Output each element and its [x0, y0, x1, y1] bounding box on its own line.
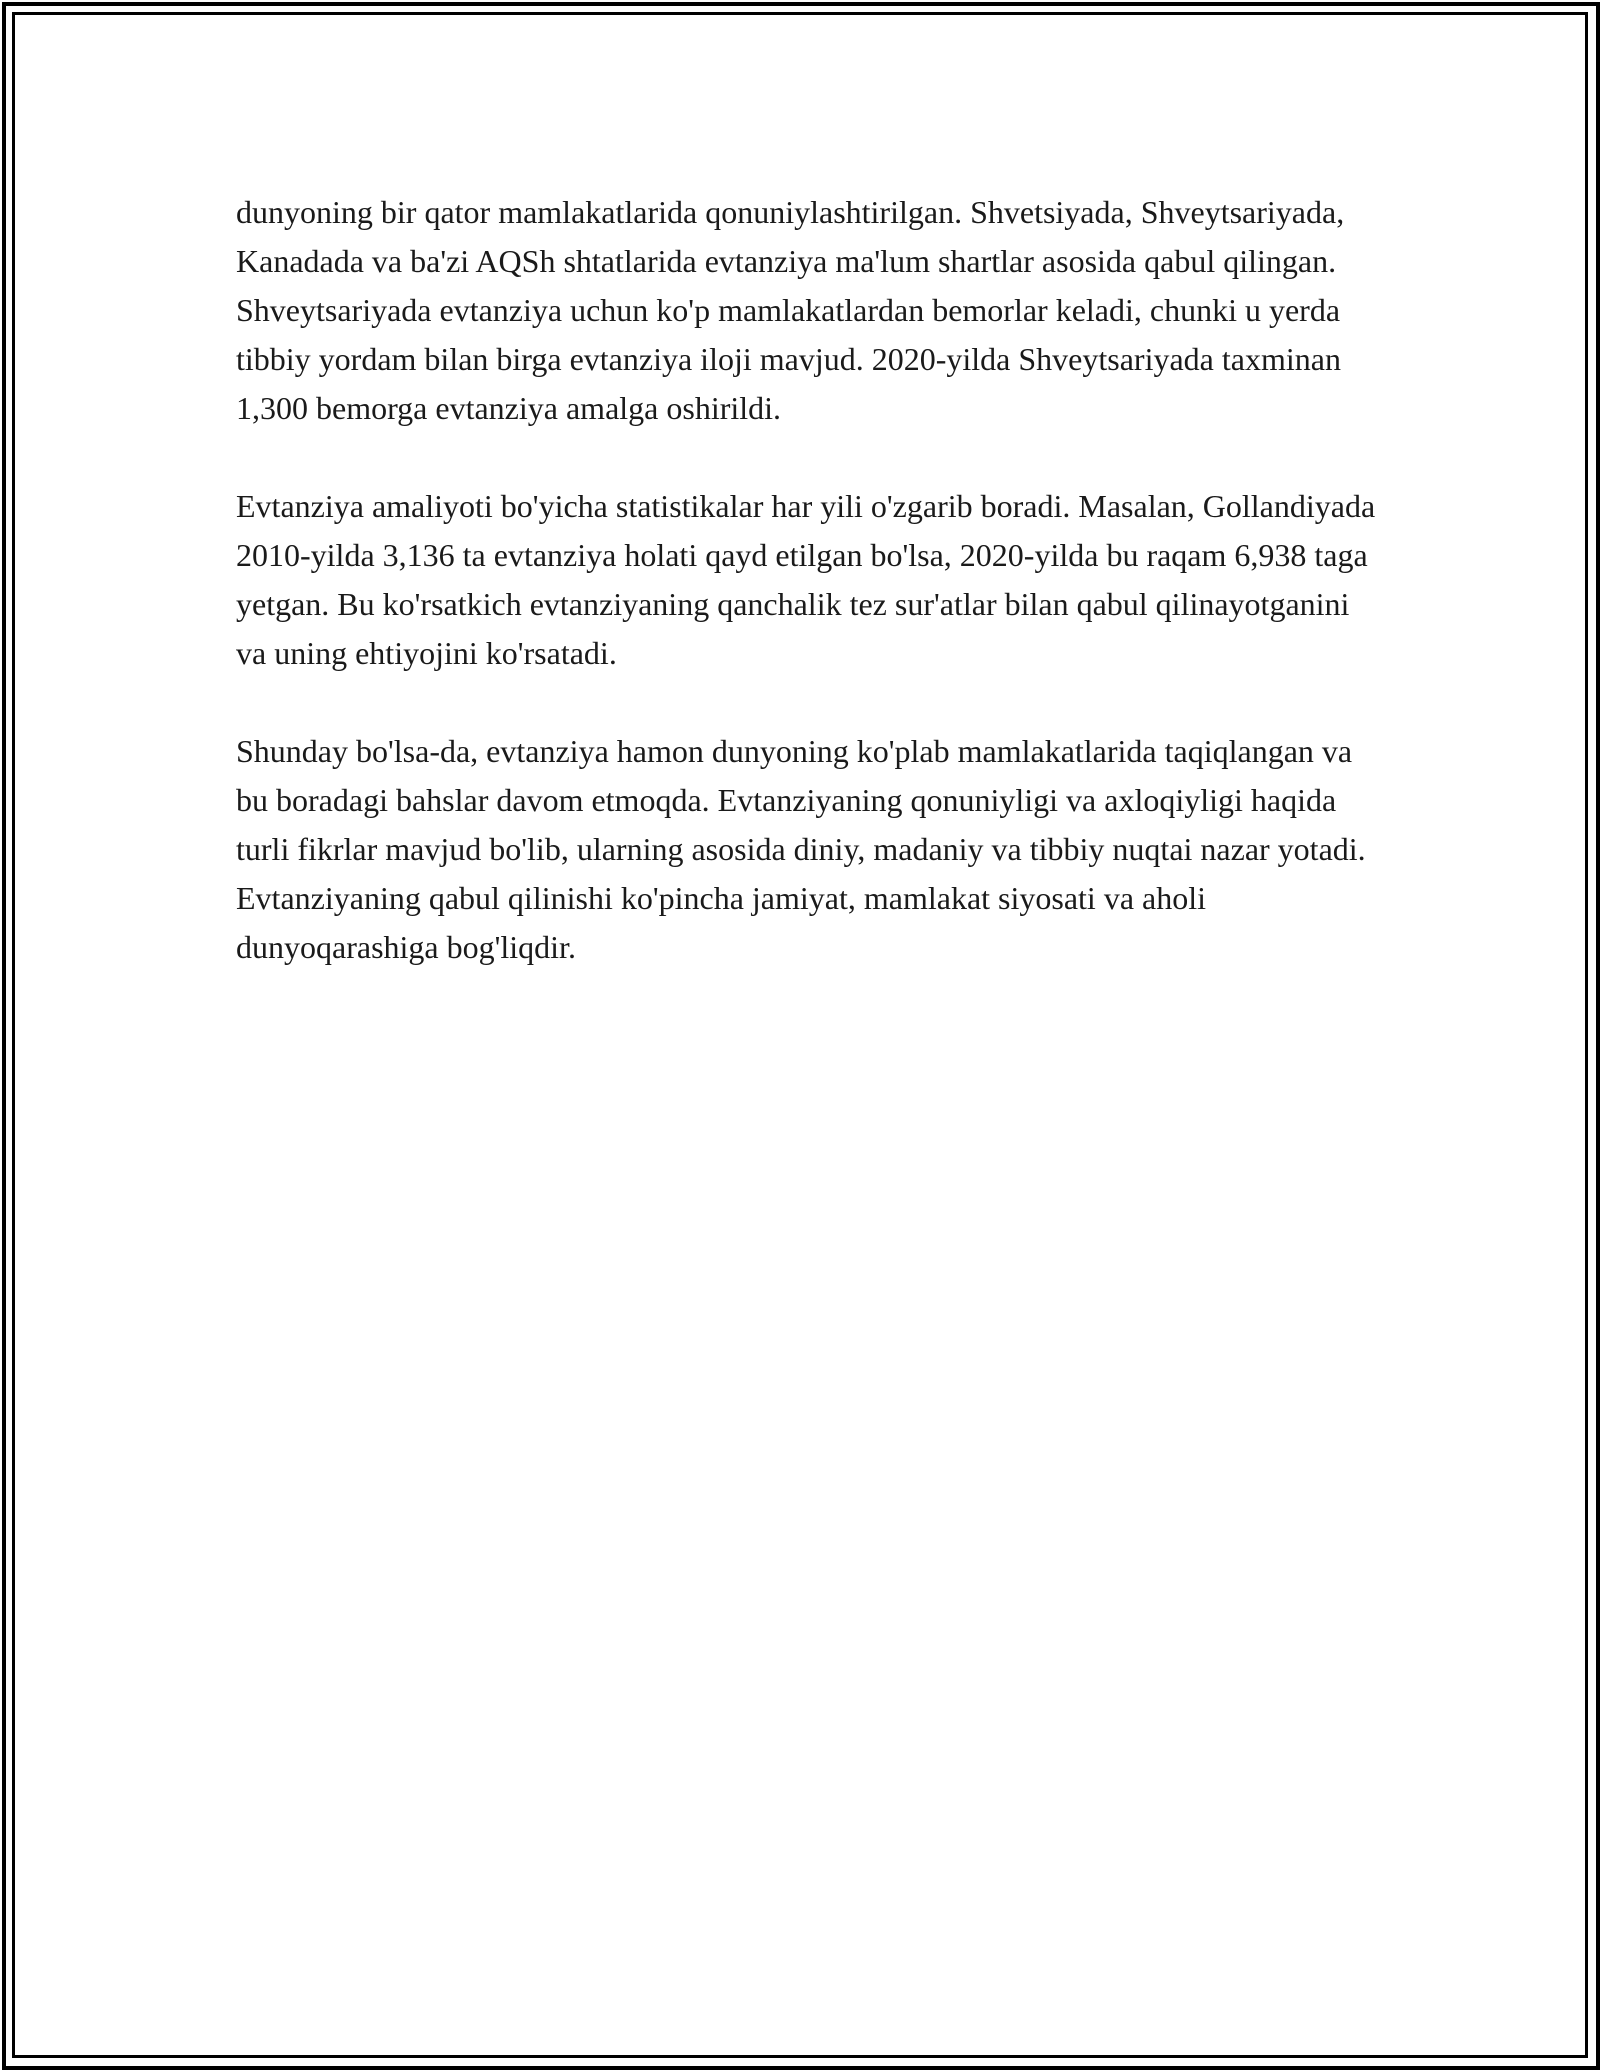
- document-body: [236, 188, 1376, 1021]
- paragraph-statistics: Evtanziya amaliyoti bo'yicha statistikalar har yili o'zgarib boradi. Masalan, Gollandiyada 2010-yilda 3,136 ta evtanziya holati qayd etilgan bo'lsa, 2020-yilda bu raqam 6,938 taga yetgan. Bu ko'rsatkich evtanziyaning qanchalik tez sur'atlar bilan qabul qilinayotganini va uning ehtiyojini ko'rsatadi.: [236, 488, 1376, 671]
- paragraph-debate: Shunday bo'lsa-da, evtanziya hamon dunyoning ko'plab mamlakatlarida taqiqlangan va bu boradagi bahslar davom etmoqda. Evtanziyaning qonuniyligi va axloqiyligi haqida turli fikrlar mavjud bo'lib, ularning asosida diniy, madaniy va tibbiy nuqtai nazar yotadi. Evtanziyaning qabul qilinishi ko'pincha jamiyat, mamlakat siyosati va aholi dunyoqarashiga bog'liqdir.: [236, 733, 1366, 965]
- paragraph-legalization: dunyoning bir qator mamlakatlarida qonuniylashtirilgan. Shvetsiyada, Shveytsariyada, Kanadada va ba'zi AQSh shtatlarida evtanziya ma'lum shartlar asosida qabul qilingan. Shveytsariyada evtanziya uchun ko'p mamlakatlardan bemorlar keladi, chunki u yerda tibbiy yordam bilan birga evtanziya iloji mavjud. 2020-yilda Shveytsariyada taxminan 1,300 bemorga evtanziya amalga oshirildi.: [236, 194, 1345, 426]
